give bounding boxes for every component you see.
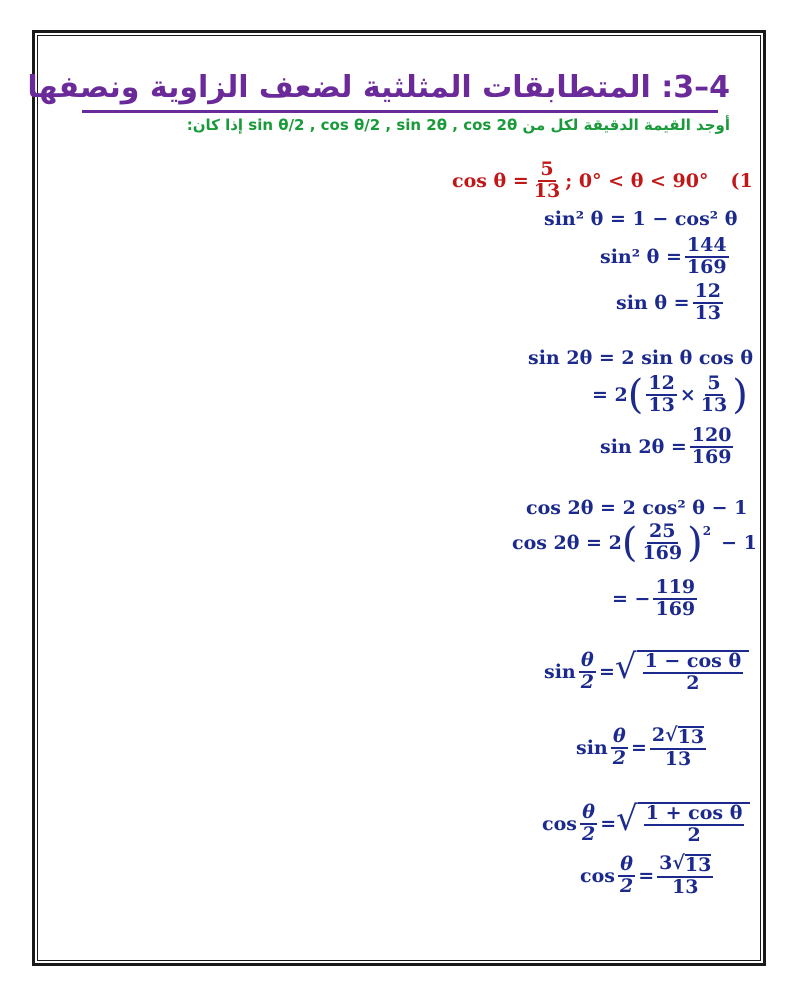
right-paren: ) [687, 519, 703, 566]
denominator: 169 [691, 445, 732, 468]
right-paren: ) [732, 371, 748, 418]
step-sin-lhs: sin θ = [616, 291, 690, 314]
radical-sign: √ [614, 647, 637, 687]
step-rest: − 1 [721, 531, 757, 554]
denominator: 2 [581, 822, 596, 845]
numerator: θ [582, 801, 595, 823]
step-sin-half-formula [544, 647, 749, 694]
equals-sign: = [598, 660, 615, 683]
denominator: 169 [642, 541, 683, 564]
step-sin-double-result [600, 426, 736, 468]
radicand-fraction [643, 652, 744, 694]
numerator: 25 [649, 520, 676, 542]
given-range: ; 0° < θ < 90° [565, 169, 709, 192]
numerator: θ [620, 853, 633, 875]
times-sign: × [679, 383, 696, 406]
function-name: sin [544, 660, 576, 683]
denominator: 169 [686, 255, 727, 278]
square-root [616, 799, 750, 846]
radicand: 13 [684, 854, 712, 876]
step-sin-half-result [576, 726, 709, 770]
given-denominator: 13 [533, 179, 561, 202]
denominator: 2 [612, 746, 626, 769]
denominator: 13 [648, 393, 675, 416]
step-lhs: cos 2θ = 2 [512, 531, 622, 554]
left-paren: ( [627, 371, 644, 418]
given-lhs: cos θ = [452, 169, 529, 192]
result-fraction [653, 578, 697, 620]
coefficient: 2 [651, 724, 666, 746]
result-fraction [690, 426, 734, 468]
numerator: 5 [707, 372, 721, 394]
inner-sqrt: √ 13 [672, 852, 712, 876]
given-numerator: 5 [540, 158, 554, 180]
step-lhs: = 2 [592, 383, 628, 406]
denominator: 2 [619, 874, 634, 897]
numerator: θ [581, 649, 594, 671]
numerator: θ [613, 725, 626, 747]
numerator: 120 [691, 424, 732, 446]
numerator: 12 [648, 372, 675, 394]
numerator [650, 726, 706, 750]
inner-sqrt: √ 13 [665, 724, 705, 748]
denominator: 13 [694, 301, 722, 324]
step-sin [616, 282, 726, 324]
step-cos-half-formula [542, 799, 750, 846]
step-cos-double-result [612, 578, 700, 620]
half-angle-fraction [579, 651, 596, 693]
square-root [614, 647, 749, 694]
problem-number: (1 [730, 169, 753, 192]
step-sin-squared-lhs: sin² θ = [600, 245, 682, 268]
fraction-b [699, 374, 729, 416]
step-sin-squared-fraction [685, 236, 729, 278]
denominator: 2 [687, 823, 701, 846]
equals-sign: = [630, 736, 647, 759]
fraction-a [646, 374, 676, 416]
left-paren: ( [621, 519, 638, 566]
denominator: 13 [671, 875, 699, 898]
radicand [637, 650, 750, 694]
numerator: 119 [655, 576, 696, 598]
result-fraction [650, 726, 706, 770]
given-fraction [532, 160, 562, 202]
step-sin-double-formula: sin 2θ = 2 sin θ cos θ [528, 347, 754, 369]
denominator: 13 [700, 393, 728, 416]
radicand: 13 [677, 726, 705, 748]
title-underline [82, 110, 718, 113]
fraction [640, 522, 684, 564]
function-name: sin [576, 736, 608, 759]
step-cos-half-result [580, 854, 716, 898]
radical-sign: √ [616, 799, 638, 839]
page-title: 4–3: المتطابقات المثلثية لضعف الزاوية ونصفها [27, 70, 730, 105]
numerator: 1 + cos θ [645, 802, 743, 824]
result-fraction [657, 854, 713, 898]
step-sin-double-substitution [592, 371, 748, 418]
step-cos-double-substitution [512, 519, 757, 566]
instruction-text: أوجد القيمة الدقيقة لكل من sin θ/2 , cos θ/2 , sin 2θ , cos 2θ إذا كان: [186, 116, 730, 134]
given-equation [452, 160, 753, 202]
equals-sign: = [600, 812, 617, 835]
function-name: cos [542, 812, 577, 835]
numerator: 1 − cos θ [644, 650, 742, 672]
coefficient: 3 [659, 852, 673, 874]
numerator: 12 [694, 280, 722, 302]
half-angle-fraction [580, 803, 597, 845]
step-lhs: sin 2θ = [600, 435, 687, 458]
step-pythagorean-identity: sin² θ = 1 − cos² θ [544, 208, 738, 230]
half-angle-fraction [618, 855, 635, 897]
radicand-fraction [644, 804, 745, 846]
radicand [638, 802, 751, 846]
denominator: 169 [655, 597, 696, 620]
exponent: 2 [702, 524, 712, 538]
function-name: cos [580, 864, 615, 887]
half-angle-fraction [611, 727, 628, 769]
denominator: 2 [686, 671, 700, 694]
step-cos-double-formula: cos 2θ = 2 cos² θ − 1 [526, 497, 748, 519]
step-sin-squared [600, 236, 732, 278]
numerator: 144 [686, 234, 727, 256]
denominator: 2 [580, 670, 594, 693]
denominator: 13 [664, 747, 692, 770]
equals-sign: = [638, 864, 655, 887]
numerator [657, 854, 713, 878]
step-lhs: = − [612, 587, 651, 610]
step-sin-fraction [693, 282, 723, 324]
